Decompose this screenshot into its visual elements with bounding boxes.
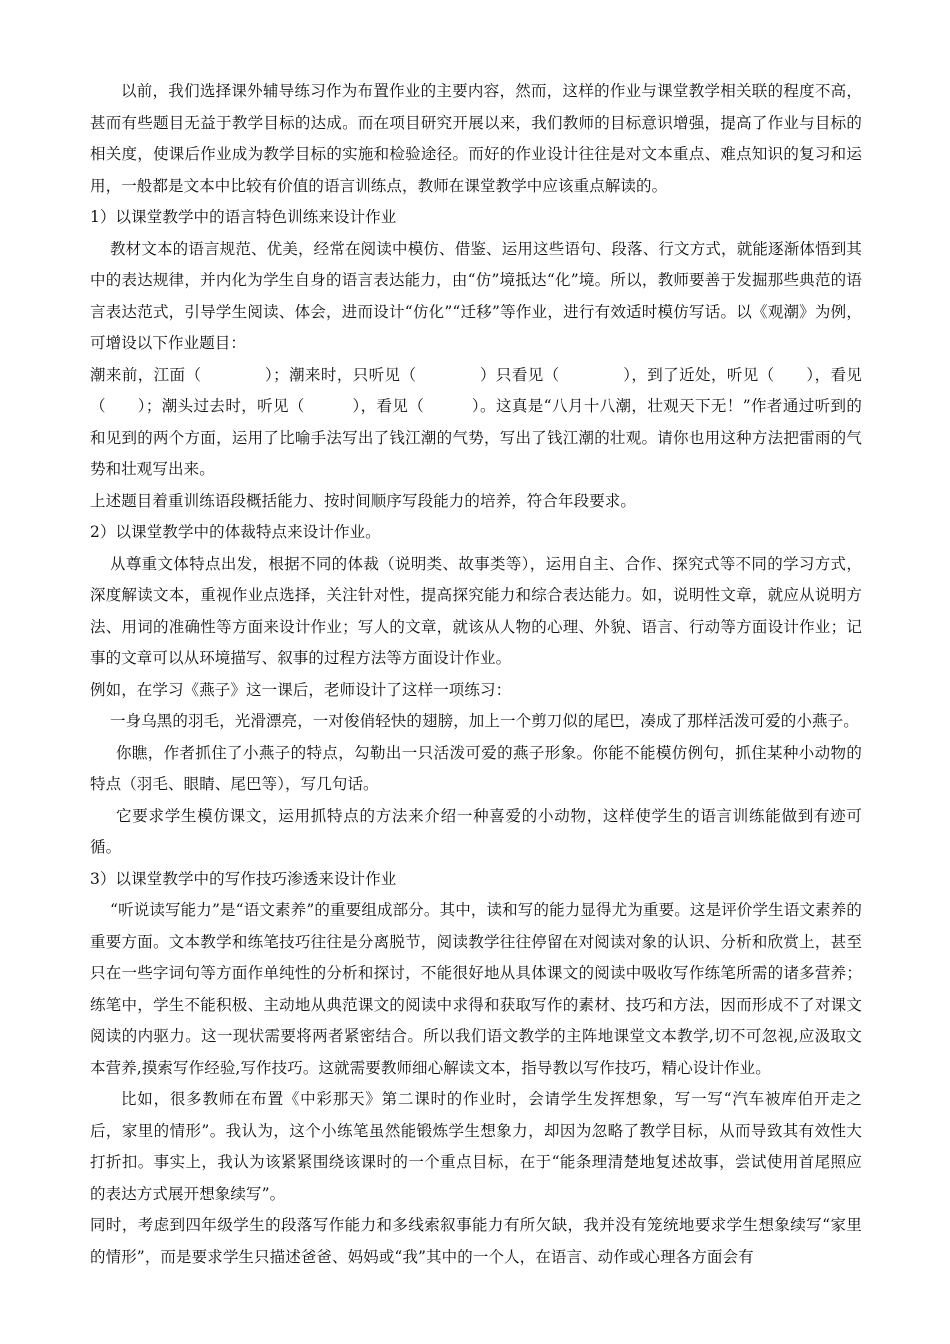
paragraph-grade-four: 同时，考虑到四年级学生的段落写作能力和多线索叙事能力有所欠缺，我并没有笼统地要求学生想象续写“家里的情形”，而是要求学生只描述爸爸、妈妈或“我”其中的一个人，在语言、动作或心理各方面会有 bbox=[90, 1216, 862, 1266]
paragraph-guanchao-exercise: 潮来前，江面（ ）；潮来时，只听见（ ）只看见（ ），到了近处，听见（ ），看见（ ）；潮头过去时，听见（ ），看见（ ）。这真是“八月十八潮，壮观天下无！”作者通过听到的和见到的两个方面，运用了比喻手法写出了钱江潮的气势，写出了钱江潮的壮观。请你也用这种方法把雷雨的气势和壮观写出来。 bbox=[90, 365, 862, 478]
paragraph-language-features: 教材文本的语言规范、优美，经常在阅读中模仿、借鉴、运用这些语句、段落、行文方式，就能逐渐体悟到其中的表达规律，并内化为学生自身的语言表达能力，由“仿”境抵达“化”境。所以，教师要善于发掘那些典范的语言表达范式，引导学生阅读、体会，进而设计“仿化”“迁移”等作业，进行有效适时模仿写话。以《观潮》为例，可增设以下作业题目： bbox=[90, 239, 862, 352]
section-heading-2: 2）以课堂教学中的体裁特点来设计作业。 bbox=[90, 523, 381, 541]
paragraph-intro: 以前，我们选择课外辅导练习作为布置作业的主要内容，然而，这样的作业与课堂教学相关联的程度不高，甚而有些题目无益于教学目标的达成。而在项目研究开展以来，我们教师的目标意识增强，提高了作业与目标的相关度，使课后作业成为教学目标的实施和检验途径。而好的作业设计往往是对文本重点、难点知识的复习和运用，一般都是文本中比较有价值的语言训练点，教师在课堂教学中应该重点解读的。 bbox=[90, 82, 862, 195]
paragraph-swallow-task: 你瞧，作者抓住了小燕子的特点，勾勒出一只活泼可爱的燕子形象。你能不能模仿例句，抓住某种小动物的特点（羽毛、眼睛、尾巴等），写几句话。 bbox=[90, 743, 862, 793]
paragraph-swallow-quote: 一身乌黑的羽毛，光滑漂亮，一对俊俏轻快的翅膀，加上一个剪刀似的尾巴，凑成了那样活泼可爱的小燕子。 bbox=[110, 712, 859, 730]
paragraph-writing-skills: “听说读写能力”是“语文素养”的重要组成部分。其中，读和写的能力显得尤为重要。这是评价学生语文素养的重要方面。文本教学和练笔技巧往往是分离脱节，阅读教学往往停留在对阅读对象的认识、分析和欣赏上，甚至只在一些字词句等方面作单纯性的分析和探讨，不能很好地从具体课文的阅读中吸收写作练笔所需的诸多营养；练笔中，学生不能积极、主动地从典范课文的阅读中求得和获取写作的素材、技巧和方法，因而形成不了对课文阅读的内驱力。这一现状需要将两者紧密结合。所以我们语文教学的主阵地课堂文本教学,切不可忽视,应汲取文本营养,摸索写作经验,写作技巧。这就需要教师细心解读文本，指导教以写作技巧，精心设计作业。 bbox=[90, 901, 862, 1077]
paragraph-swallow-purpose: 它要求学生模仿课文，运用抓特点的方法来介绍一种喜爱的小动物，这样使学生的语言训练能做到有迹可循。 bbox=[90, 806, 862, 856]
section-heading-1: 1）以课堂教学中的语言特色训练来设计作业 bbox=[90, 208, 397, 226]
paragraph-swallow-intro: 例如，在学习《燕子》这一课后，老师设计了这样一项练习： bbox=[90, 680, 512, 699]
paragraph-exercise-summary: 上述题目着重训练语段概括能力、按时间顺序写段能力的培养，符合年段要求。 bbox=[90, 491, 637, 510]
document-page bbox=[90, 76, 862, 1273]
paragraph-lottery-example: 比如，很多教师在布置《中彩那天》第二课时的作业时，会请学生发挥想象，写一写“汽车被库伯开走之后，家里的情形”。我认为，这个小练笔虽然能锻炼学生想象力，却因为忽略了教学目标，从而导致其有效性大打折扣。事实上，我认为该紧紧围绕该课时的一个重点目标，在于“能条理清楚地复述故事，尝试使用首尾照应的表达方式展开想象续写”。 bbox=[90, 1090, 862, 1203]
section-heading-3: 3）以课堂教学中的写作技巧渗透来设计作业 bbox=[90, 869, 397, 888]
paragraph-genre-features: 从尊重文体特点出发，根据不同的体裁（说明类、故事类等），运用自主、合作、探究式等不同的学习方式，深度解读文本，重视作业点选择，关注针对性，提高探究能力和综合表达能力。如，说明性文章，就应从说明方法、用词的准确性等方面来设计作业；写人的文章，就该从人物的心理、外貌、语言、行动等方面设计作业；记事的文章可以从环境描写、叙事的过程方法等方面设计作业。 bbox=[90, 554, 862, 667]
